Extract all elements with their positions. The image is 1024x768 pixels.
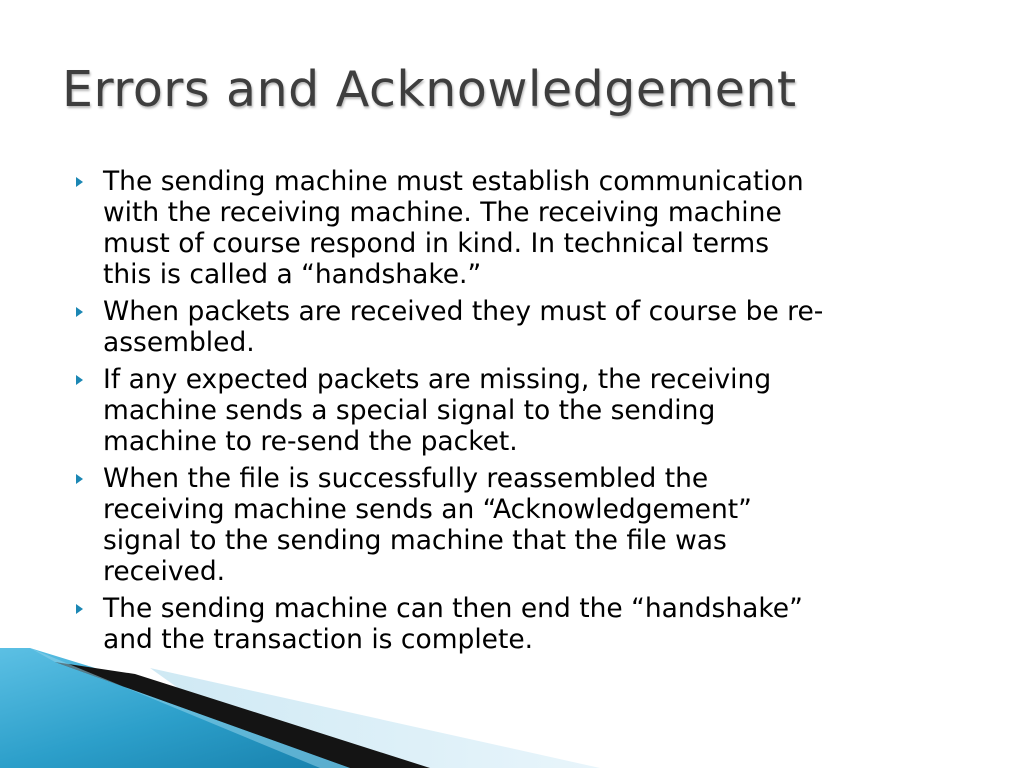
bullet-text: The sending machine can then end the “handshake” and the transaction is complete. [103,593,803,655]
bullet-text: When the file is successfully reassembled the receiving machine sends an “Acknowledgement” signal to the sending machine that the file was received. [103,463,752,587]
triangle-bullet-icon [76,474,83,484]
bullet-text: If any expected packets are missing, the receiving machine sends a special signal to the sending machine to re-send the packet. [103,364,772,457]
bullet-item [72,166,972,290]
bullet-item [72,593,972,655]
bullet-text: The sending machine must establish communication with the receiving machine. The receiving machine must of course respond in kind. In technical terms this is called a “handshake.” [103,166,804,290]
bullet-text: When packets are received they must of course be re- assembled. [103,296,824,358]
triangle-bullet-icon [76,177,83,187]
triangle-bullet-icon [76,307,83,317]
bullet-item [72,296,972,358]
bullet-item [72,463,972,587]
bullet-list [72,166,972,661]
slide-title: Errors and Acknowledgement [62,61,797,118]
triangle-bullet-icon [76,375,83,385]
bullet-item [72,364,972,457]
triangle-bullet-icon [76,604,83,614]
